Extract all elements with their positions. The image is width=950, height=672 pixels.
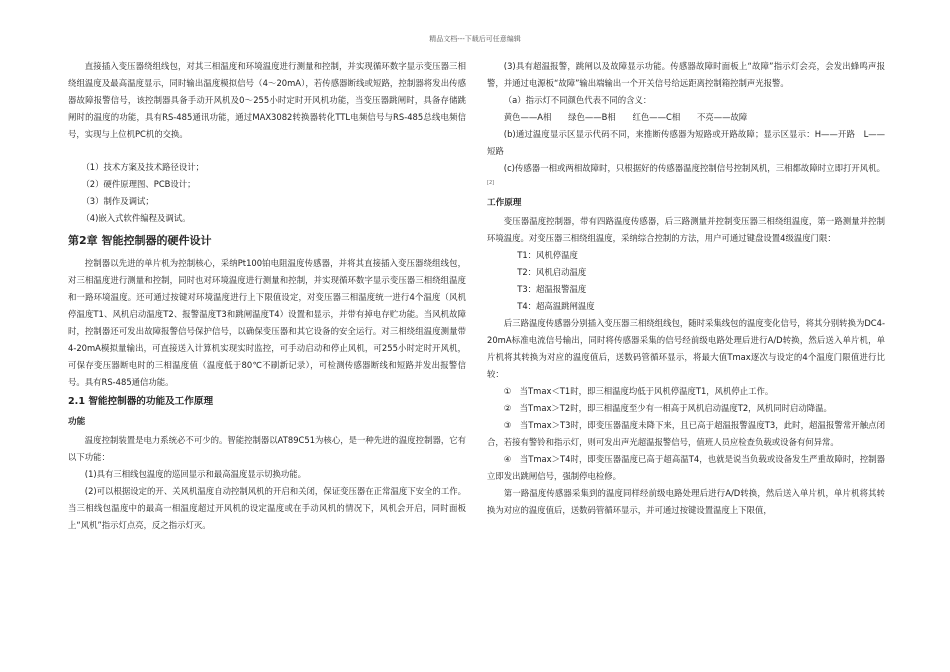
principle-paragraph: 变压器温度控制器，带有四路温度传感器，后三路测量并控制变压器三相绕组温度，第一路测量并控制环境温度。对变压器三相绕组温度，采纳综合控制的方法，用户可通过键盘设置4级温度门限： (487, 216, 885, 243)
chapter-paragraph: 控制器以先进的单片机为控制核心，采纳Pt100铂电阻温度传感器，并将其直接插入变压器绕组线包，对三相温度进行测量和控制，同时也对环境温度进行测量和控制，并实现循环数字显示变压器三相绕组温度和一路环境温度。还可通过按键对环境温度进行上下限值设定，对变压器三相温度统一进行4个温度（风机停温度T1、风机启动温度T2、报警温度T3和跳闸温度T4）设置和显示，并带有掉电存贮功能。当风机故障时，控制器还可发出故障报警信号保护信号，以确保变压器和其它设备的安全运行。对三相绕组温度测量带4-20mA模拟量输出，可直接送入计算机实现实时监控，可手动启动和停止风机，可255小时定时开风机，可保存变压器断电时的三相温度值（温度低于80℃不刷新记录），可检测传感器断线和短路并发出报警信号。具有RS-485通信功能。 (68, 258, 466, 387)
function-item: (1)具有三相线包温度的巡回显示和最高温度显示切换功能。 (84, 469, 307, 479)
task-item: （1）技术方案及技术路径设计； (81, 162, 205, 172)
sensor-fault-rule (487, 160, 885, 194)
threshold-item: T2：风机启动温度 (517, 267, 587, 277)
task-item: （3）制作及调试； (81, 196, 154, 206)
threshold-item: T4：超高温跳闸温度 (517, 301, 595, 311)
chapter-title: 第2章 智能控制器的硬件设计 (68, 234, 212, 247)
intro-paragraph: 直接插入变压器绕组线包，对其三相温度和环境温度进行测量和控制，并实现循环数字显示变压器三相绕组温度及最高温度显示，同时输出温度模拟信号（4～20mA），若传感器断线或短路，控制器将发出传感器故障报警信号，该控制器具备手动开风机及0～255小时定时开风机功能，当变压器跳闸时，具备存储跳闸时的温度的功能，具有RS-485通讯功能，通过MAX3082转换器转化TTL电频信号与RS-485总线电频信号，实现与上位机PC机的交换。 (68, 61, 466, 139)
case-item: ① 当Tmax＜T1时，即三相温度均低于风机停温度T1，风机停止工作。 (503, 386, 774, 396)
case-item: ② 当Tmax＞T2时，即三相温度至少有一相高于风机启动温度T2，风机同时启动降温。 (503, 403, 832, 413)
case-item: ③ 当Tmax＞T3时，即变压器温度未降下来，且已高于超温报警温度T3，此时，超温报警常开触点闭合，若接有警铃和指示灯，则可发出声光超温报警信号，值班人员应检查负载或设备有何异常。 (487, 420, 885, 447)
task-item: （2）硬件原理图、PCB设计； (81, 179, 196, 189)
final-paragraph: 第一路温度传感器采集到的温度同样经前级电路处理后进行A/D转换，然后送入单片机，单片机将其转换为对应的温度值后，送数码管循环显示，并可通过按键设置温度上下限值， (487, 488, 885, 515)
reference-mark: [2] (487, 180, 495, 187)
principle-title: 工作原理 (487, 198, 522, 208)
function-item: (2)可以根据设定的开、关风机温度自动控制风机的开启和关闭，保证变压器在正常温度下安全的工作。当三相线包温度中的最高一相温度超过开风机的设定温度或在手动风机的情况下，风机会开启，同时面板上“风机”指示灯点亮，反之指示灯灭。 (68, 486, 466, 530)
indicator-colors: 黄色——A相 绿色——B相 红色——C相 不亮——故障 (503, 112, 748, 122)
function-item: (3)具有超温报警，跳闸以及故障显示功能。传感器故障时面板上“故障”指示灯会亮，会发出蜂鸣声报警，并通过电源板“故障”输出端输出一个开关信号给远距离控制箱控制声光报警。 (487, 61, 885, 88)
threshold-item: T1：风机停温度 (517, 250, 578, 260)
indicator-title: （a）指示灯不同颜色代表不同的含义： (503, 95, 652, 105)
principle-paragraph-2: 后三路温度传感器分别插入变压器三相绕组线包，随时采集线包的温度变化信号，将其分别转换为DC4-20mA标准电流信号输出，同时将传感器采集的信号经前级电路处理后进行A/D转换，然后送入单片机，单片机将其转换为对应的温度值后，送数码管循环显示，将最大值Tmax逐次与设定的4个温度门限值进行比较： (487, 318, 885, 379)
threshold-item: T3：超温报警温度 (517, 284, 587, 294)
section-title: 2.1 智能控制器的功能及工作原理 (68, 396, 214, 407)
task-item: （4)嵌入式软件编程及调试。 (81, 213, 191, 223)
case-item: ④ 当Tmax＞T4时，即变压器温度已高于超高温T4，也就是说当负载或设备发生严重故障时，控制器立即发出跳闸信号，强制停电检修。 (487, 454, 885, 481)
left-column (68, 58, 466, 534)
right-column (487, 58, 885, 519)
sensor-fault-text: (c)传感器一相或两相故障时，只根据好的传感器温度控制信号控制风机，三相都故障时立即打开风机。 (503, 163, 885, 173)
function-intro: 温度控制装置是电力系统必不可少的。智能控制器以AT89C51为核心，是一种先进的温度控制器，它有以下功能： (68, 435, 466, 462)
display-codes: (b)通过温度显示区显示代码不同，来推断传感器为短路或开路故障；显示区显示：H——开路 L——短路 (487, 129, 885, 156)
subsection-title: 功能 (68, 417, 86, 427)
page-header: 精品文档---下载后可任意编辑 (429, 35, 521, 43)
